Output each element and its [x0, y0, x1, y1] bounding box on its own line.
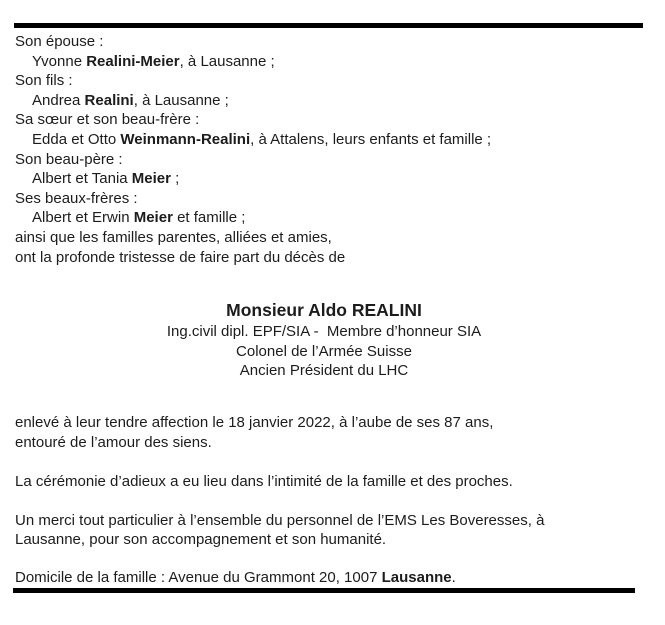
family-line-text-post: , à Lausanne ; [133, 91, 229, 109]
family-line-text: Andrea [32, 91, 85, 109]
family-name-bold: Realini [84, 91, 134, 109]
family-name-bold: Meier [133, 209, 173, 227]
family-line-text: Edda et Otto [32, 130, 121, 148]
family-line-text-post: et famille ; [172, 209, 246, 227]
text-line: enlevé à leur tendre affection le 18 janvier 2022, à l’aube de ses 87 ans, [15, 413, 494, 431]
deceased-name: Monsieur Aldo REALINI [226, 300, 422, 321]
family-list [15, 32, 665, 267]
family-line [15, 150, 665, 170]
deceased-subtitles [15, 322, 633, 381]
family-line-text: ainsi que les familles parentes, alliées et amies, [15, 228, 332, 246]
family-line-text: Ses beaux-frères : [15, 189, 138, 207]
text-line: Colonel de l’Armée Suisse [236, 342, 412, 360]
domicile-text: Domicile de la famille : Avenue du Grammont 20, 1007 [15, 569, 382, 587]
family-line [15, 208, 665, 228]
family-line [15, 52, 665, 72]
family-line [15, 169, 665, 189]
family-line-text: Son beau-père : [15, 150, 123, 168]
family-line [15, 189, 665, 209]
family-name-bold: Meier [131, 170, 171, 188]
paragraph-ceremony [15, 472, 665, 492]
family-line-text: Sa sœur et son beau-frère : [15, 111, 200, 129]
family-line-text: Yvonne [32, 52, 87, 70]
family-line-text-post: , à Attalens, leurs enfants et famille ; [250, 130, 492, 148]
family-line-text: ont la profonde tristesse de faire part du décès de [15, 248, 346, 266]
family-name-bold: Weinmann-Realini [120, 130, 251, 148]
paragraph-thanks [15, 511, 665, 550]
domicile-city-bold: Lausanne [381, 569, 452, 587]
family-line-text: Albert et Erwin [32, 209, 134, 227]
family-line-text: Son fils : [15, 72, 73, 90]
family-line-text-post: ; [170, 170, 180, 188]
family-line [15, 32, 665, 52]
deceased-block [15, 299, 633, 381]
paragraph-death-announcement [15, 413, 665, 452]
text-line: Lausanne, pour son accompagnement et son humanité. [15, 531, 387, 549]
family-line-text-post: , à Lausanne ; [179, 52, 275, 70]
family-line [15, 248, 665, 268]
domicile-text-post: . [451, 569, 456, 587]
text-line: Ancien Président du LHC [239, 362, 409, 380]
notice-content [0, 28, 665, 593]
family-line [15, 130, 665, 150]
family-line [15, 91, 665, 111]
bottom-rule [13, 588, 635, 593]
text-line: Ing.civil dipl. EPF/SIA - Membre d’honneur SIA [166, 323, 482, 341]
family-line [15, 228, 665, 248]
family-line [15, 71, 665, 91]
family-line-text: Albert et Tania [32, 170, 132, 188]
family-name-bold: Realini-Meier [86, 52, 180, 70]
text-line: La cérémonie d’adieux a eu lieu dans l’intimité de la famille et des proches. [15, 472, 513, 490]
family-domicile-line [15, 568, 665, 588]
family-line [15, 110, 665, 130]
text-line: entouré de l’amour des siens. [15, 433, 212, 451]
family-line-text: Son épouse : [15, 33, 104, 50]
text-line: Un merci tout particulier à l’ensemble du personnel de l’EMS Les Boveresses, à [15, 511, 545, 529]
